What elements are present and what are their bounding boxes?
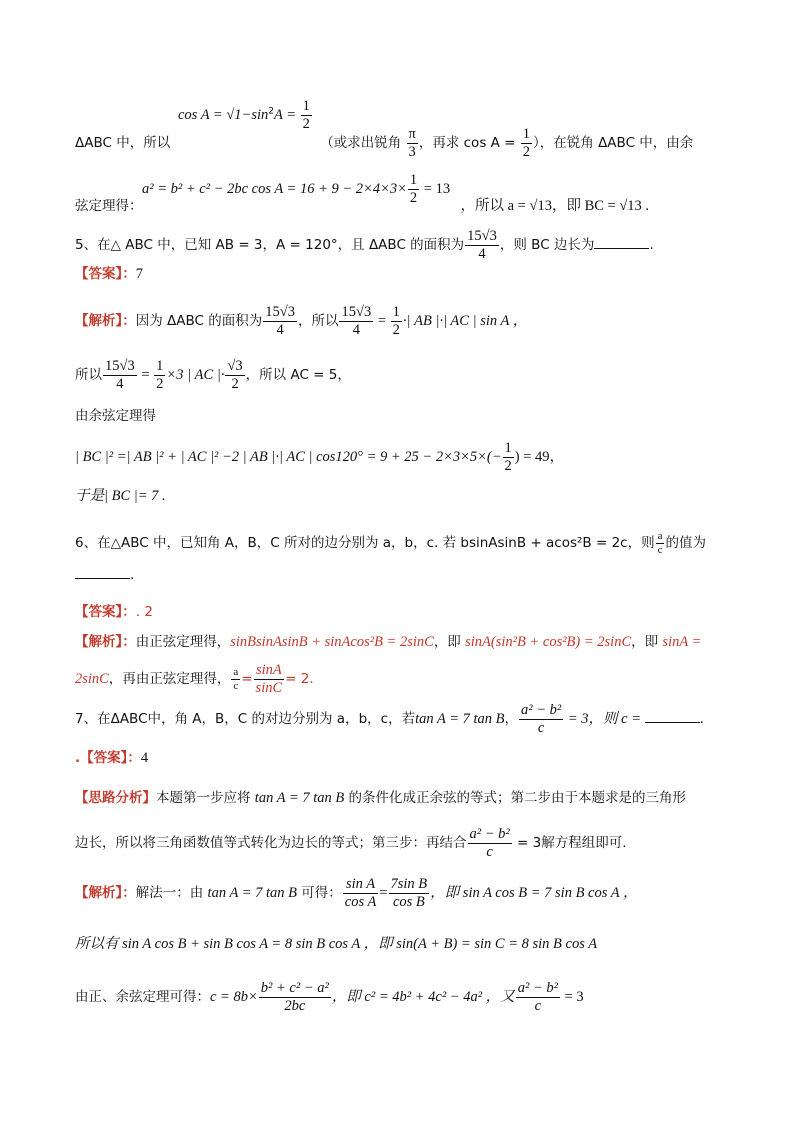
answer-blank — [594, 236, 649, 249]
q5-analysis-5: 于是| BC |= 7 . — [75, 488, 166, 504]
q6-answer: 【答案】：. 2 — [75, 604, 153, 620]
q4-line-1: ΔABC 中，所以 （或求出锐角 $\frac{\pi}{3}$ ，再求 cos A = $\frac{1}{2}$ ），在锐角 ΔABC 中，由余 — [75, 126, 694, 160]
answer-blank — [645, 710, 700, 723]
answer-blank — [75, 566, 130, 579]
q7-analysis-2: 所以有 sin A cos B + sin B cos A = 8 sin B cos A ，即 sin(A + B) = sin C = 8 sin B cos A — [75, 936, 598, 952]
question-5: 5、在△ ABC 中，已知 AB = 3，A = 120°，且 ΔABC 的面积为 $\frac{15√3}{4}$ ，则 BC 边长为 . — [75, 228, 654, 262]
q5-analysis-1: 【解析】：因为 ΔABC 的面积为 $\frac{15√3}{4}$ ，所以 $\frac{15√3}{4}$ = $\frac{1}{2}$ ·| AB |·| AC | sin A ， — [75, 304, 528, 338]
q7-analysis-3: 由正、余弦定理可得：c = 8b× $\frac{\text{b² + c² − a²}}{2bc}$ ，即 c² = 4b² + 4c² − 4a² ，又 $\frac{\text{a² − b²}}{c}$ = 3 — [75, 980, 584, 1014]
question-7: 7、在ΔABC中，角 A，B，C 的对边分别为 a，b，c，若tan A = 7 tan B， $\frac{\text{a² − b²}}{c}$ = 3，则 c = . — [75, 702, 704, 736]
q7-idea-1: 【思路分析】本题第一步应将 tan A = 7 tan B 的条件化成正余弦的等式；第二步由于本题求是的三角形 — [75, 790, 687, 806]
q7-answer: .【答案】：4 — [75, 750, 149, 766]
q4-line-2: 弦定理得： ，所以 a = √13，即 BC = √13 . — [75, 198, 650, 214]
q5-analysis-4: | BC |² =| AB |² + | AC |² −2 | AB |·| AC | cos120° = 9 + 25 − 2×3×5×(− $\frac{1}{2}$ ) = 49， — [75, 440, 565, 474]
cos-formula: $\cos A = √1-\sin^2A$ = $\frac{1}{2}$ — [178, 98, 310, 132]
fraction-half: $\frac{1}{2}$ — [302, 98, 310, 132]
q6-analysis-2: 2sinC，再由正弦定理得， $\frac{a}{c}$ = $\frac{\sin A}{\sin C}$ = 2. — [75, 662, 314, 696]
question-6: 6、在△ABC 中，已知角 A，B，C 所对的边分别为 a，b，c. 若 bsinAsinB + acos²B = 2c，则 $\frac{a}{c}$ 的值为 — [75, 530, 706, 556]
q7-analysis-1: 【解析】：解法一：由 tan A = 7 tan B 可得： $\frac{\text{sin A}}{\text{cos A}}$ = $\frac{\text{7sin B}}{\text{cos B}}$ ，即 sin A cos B = 7 sin B cos A ， — [75, 876, 638, 910]
q7-idea-2: 边长，所以将三角函数值等式转化为边长的等式；第三步：再结合 $\frac{\text{a² − b²}}{c}$ = 3解方程组即可. — [75, 826, 627, 860]
q6-analysis-1: 【解析】：由正弦定理得，sinBsinAsinB + sinAcos²B = 2sinC，即 sinA(sin²B + cos²B) = 2sinC，即 sinA = — [75, 634, 702, 650]
q5-analysis-2: 所以 $\frac{15√3}{4}$ = $\frac{1}{2}$ ×3 | AC |· $\frac{√3}{2}$ ，所以 AC = 5， — [75, 358, 351, 392]
q5-answer: 【答案】：7 — [75, 266, 143, 282]
law-of-cosines-calc: a² = b² + c² − 2bc cos A = 16 + 9 − 2×4×3× $\frac{1}{2}$ = 13 — [142, 172, 451, 206]
q6-blank-line: . — [75, 566, 734, 583]
q5-analysis-3: 由余弦定理得 — [75, 408, 156, 424]
